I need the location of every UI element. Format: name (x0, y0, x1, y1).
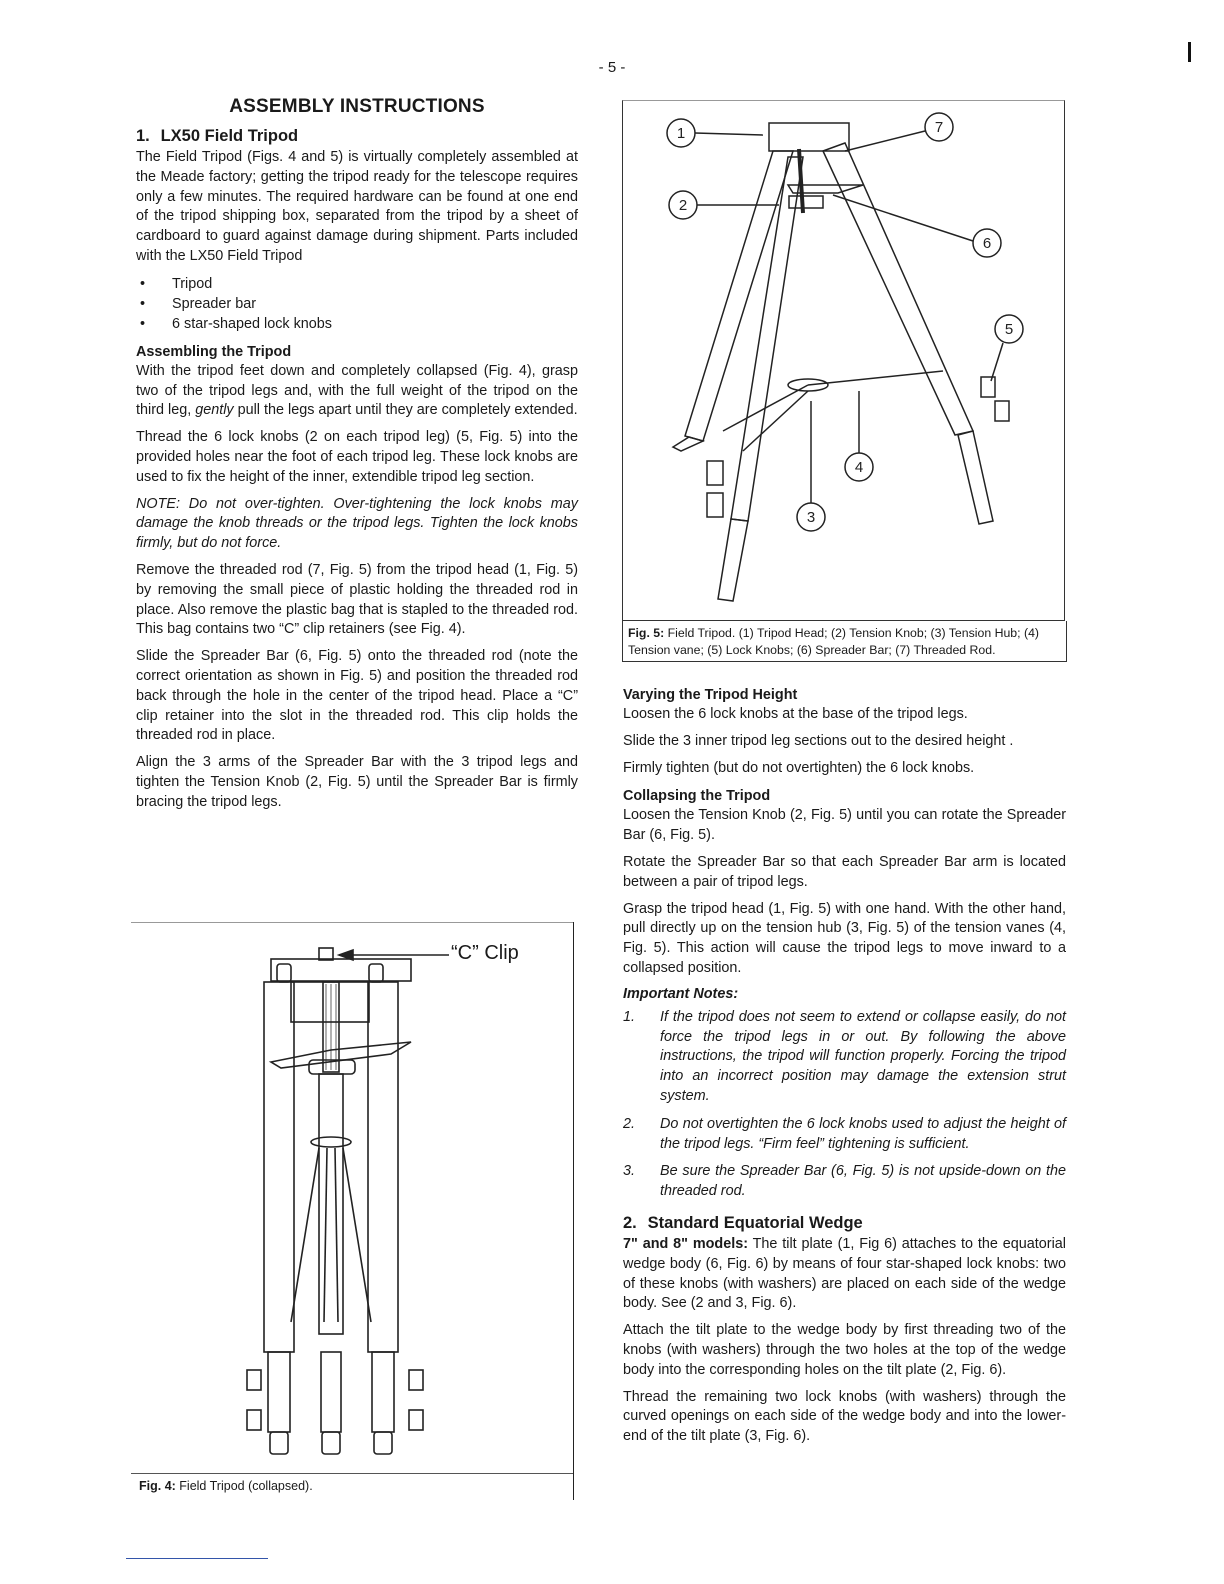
assembling-paragraph-3: Remove the threaded rod (7, Fig. 5) from the tripod head (1, Fig. 5) by removing the small piece of plastic holding the threaded rod in place. Also remove the plastic bag that is stapled to the threaded rod. This bag contains two “C” clip retainers (see Fig. 4). (136, 561, 578, 638)
callout-5: 5 (1004, 321, 1014, 338)
collapsing-heading: Collapsing the Tripod (623, 788, 771, 805)
assembling-paragraph-5: Align the 3 arms of the Spreader Bar with the 3 tripod legs and tighten the Tension Knob (2, Fig. 5) until the Spreader Bar is firmly bracing the tripod legs. (136, 754, 578, 810)
assembling-paragraph-2: Thread the 6 lock knobs (2 on each tripod leg) (5, Fig. 5) into the provided holes near the foot of each tripod leg. These lock knobs are used to fix the height of the inner, extendible tripod leg section. (136, 429, 578, 485)
parts-list-item: • Tripod (140, 275, 213, 292)
assembling-note: NOTE: Do not over-tighten. Over-tightening the lock knobs may damage the knob threads or the tripod legs. Tighten the lock knobs firmly, but do not force. (136, 495, 578, 552)
wedge-paragraph-3: Thread the remaining two lock knobs (with washers) through the curved openings on each side of the wedge body and into the lower-end of the tilt plate (3, Fig. 6). (623, 1388, 1066, 1445)
section-2-heading (623, 1214, 1066, 1233)
assembling-paragraph-1: With the tripod feet down and completely collapsed (Fig. 4), grasp two of the tripod legs and, with the full weight of the tripod on the third leg, gently pull the legs apart until they are completely extended. (136, 362, 578, 419)
section-2-number: 2. (623, 1213, 637, 1232)
wedge-paragraph-2: Attach the tilt plate to the wedge body by first threading two of the knobs (with washers) through the two holes at the top of the wedge body into the corresponding holes on the tilt plate (2, Fig. 6). (623, 1322, 1066, 1378)
c-clip-label: “C” Clip (451, 942, 519, 964)
varying-heading: Varying the Tripod Height (623, 687, 798, 703)
extended-tripod-illustration (623, 101, 1064, 620)
varying-paragraph-1: Loosen the 6 lock knobs at the base of the tripod legs. (623, 706, 968, 722)
figure-4 (131, 922, 574, 1500)
callout-7: 7 (934, 119, 944, 136)
page-title: ASSEMBLY INSTRUCTIONS (229, 96, 485, 117)
collapsing-paragraph-2: Rotate the Spreader Bar so that each Spreader Bar arm is located between a pair of tripod legs. (623, 853, 1066, 890)
figure-5-image-frame (622, 100, 1065, 621)
parts-list-item: • Spreader bar (140, 295, 256, 312)
footer-rule (126, 1558, 268, 1559)
figure-5-caption: Fig. 5: Field Tripod. (1) Tripod Head; (2) Tension Knob; (3) Tension Hub; (4) Tension vane; (5) Lock Knobs; (6) Spreader Bar; (7) Threaded Rod. (622, 621, 1067, 662)
section-1-intro: The Field Tripod (Figs. 4 and 5) is virtually completely assembled at the Meade factory; getting the tripod ready for the telescope requires only a few minutes. The required hardware can be found at one end of the tripod shipping box, separated from the tripod by a sheet of cardboard to guard against damage during shipment. Parts included with the LX50 Field Tripod (136, 149, 578, 264)
left-column (136, 96, 578, 820)
assembling-paragraph-4: Slide the Spreader Bar (6, Fig. 5) onto the threaded rod (note the correct orientation as shown in Fig. 5) and position the threaded rod back through the hole in the center of the tripod head. Place a “C” clip retainer into the slot in the threaded rod. This clip holds the threaded rod in place. (136, 648, 578, 744)
section-1-heading (136, 127, 578, 146)
assembling-heading: Assembling the Tripod (136, 343, 292, 360)
collapsing-paragraph-1: Loosen the Tension Knob (2, Fig. 5) until you can rotate the Spreader Bar (6, Fig. 5). (623, 807, 1066, 844)
important-note: 1. If the tripod does not seem to extend or collapse easily, do not force the tripod legs in or out. By following the above instructions, the tripod will function properly. Forcing the tripod into an incorrect position may damage the extension strut system. (623, 1008, 1066, 1104)
page-number: - 5 - (598, 59, 626, 76)
varying-paragraph-2: Slide the 3 inner tripod leg sections out to the desired height . (623, 732, 1014, 749)
section-1-number: 1. (136, 127, 150, 145)
collapsed-tripod-illustration (131, 922, 573, 1472)
varying-paragraph-3: Firmly tighten (but do not overtighten) the 6 lock knobs. (623, 759, 975, 776)
parts-list (136, 274, 578, 334)
callout-1: 1 (676, 125, 686, 142)
important-notes-list (623, 1008, 1066, 1202)
collapsing-paragraph-3: Grasp the tripod head (1, Fig. 5) with one hand. With the other hand, pull directly up on the tension hub (3, Fig. 5) of the tension vanes (4, Fig. 5). This action will cause the tripod legs to move inward to a collapsed position. (623, 900, 1066, 976)
callout-4: 4 (854, 459, 864, 476)
callout-6: 6 (982, 235, 992, 252)
section-2-title: Standard Equatorial Wedge (647, 1213, 863, 1232)
important-note: 3. Be sure the Spreader Bar (6, Fig. 5) is not upside-down on the threaded rod. (623, 1163, 1066, 1200)
important-note: 2. Do not overtighten the 6 lock knobs used to adjust the height of the tripod legs. “Firm feel” tightening is sufficient. (623, 1115, 1066, 1152)
figure-4-caption: Fig. 4: Field Tripod (collapsed). (139, 1479, 313, 1493)
callout-3: 3 (806, 509, 816, 526)
section-1-title: LX50 Field Tripod (160, 127, 299, 145)
wedge-paragraph-1: 7" and 8" models: The tilt plate (1, Fig 6) attaches to the equatorial wedge body (6, Fig. 6) by means of four star-shaped lock knobs: two of these knobs (with washers) are placed on each side of the wedge body. See (2 and 3, Fig. 6). (623, 1235, 1067, 1312)
callout-2: 2 (678, 197, 688, 214)
figure-5 (622, 100, 1064, 682)
important-notes-heading: Important Notes: (623, 985, 739, 1002)
right-column (623, 686, 1066, 1454)
parts-list-item: • 6 star-shaped lock knobs (140, 315, 332, 332)
